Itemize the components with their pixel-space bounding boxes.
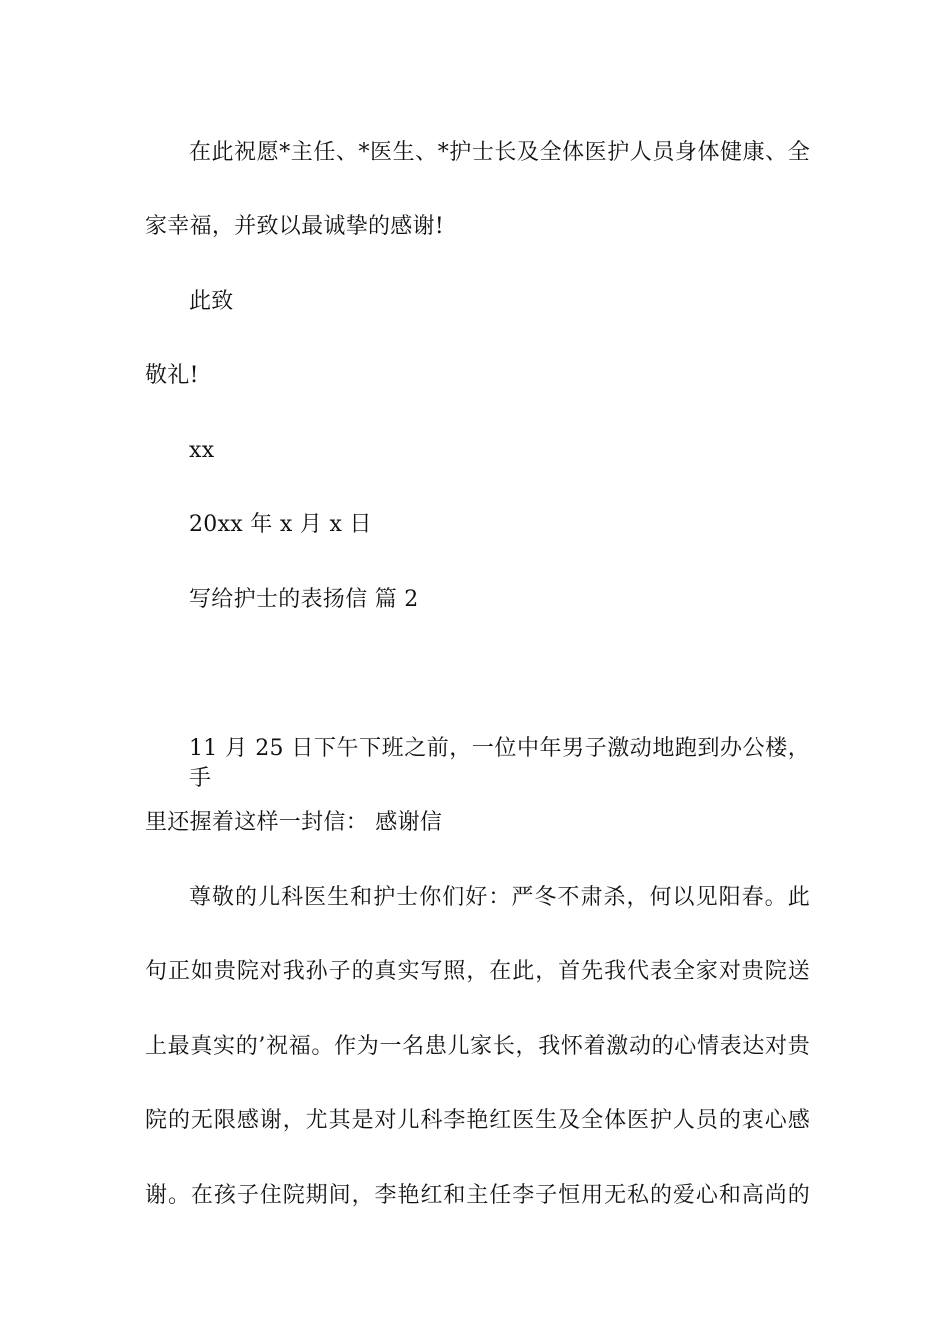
paragraph-line: 家幸福，并致以最诚挚的感谢! bbox=[145, 214, 445, 239]
paragraph-line: 在此祝愿*主任、*医生、*护士长及全体医护人员身体健康、全 bbox=[189, 140, 810, 165]
section-heading: 写给护士的表扬信 篇 2 bbox=[189, 587, 419, 612]
closing-salutation: 此致 bbox=[189, 289, 234, 314]
paragraph-line: 院的无限感谢，尤其是对儿科李艳红医生及全体医护人员的衷心感 bbox=[145, 1108, 810, 1133]
paragraph-line: 上最真实的’祝福。作为一名患儿家长，我怀着激动的心情表达对贵 bbox=[145, 1034, 810, 1059]
closing-respect: 敬礼! bbox=[145, 363, 199, 388]
signature-date: 20xx 年 x 月 x 日 bbox=[189, 512, 372, 537]
paragraph-line: 11 月 25 日下午下班之前，一位中年男子激动地跑到办公楼，手 bbox=[189, 736, 810, 791]
paragraph-line: 里还握着这样一封信： 感谢信 bbox=[145, 810, 443, 835]
paragraph-line: 句正如贵院对我孙子的真实写照，在此，首先我代表全家对贵院送 bbox=[145, 959, 810, 984]
paragraph-line: 谢。在孩子住院期间，李艳红和主任李子恒用无私的爱心和高尚的 bbox=[145, 1183, 810, 1208]
paragraph-line: 尊敬的儿科医生和护士你们好：严冬不肃杀，何以见阳春。此 bbox=[189, 885, 810, 910]
signature-name: xx bbox=[189, 438, 215, 463]
